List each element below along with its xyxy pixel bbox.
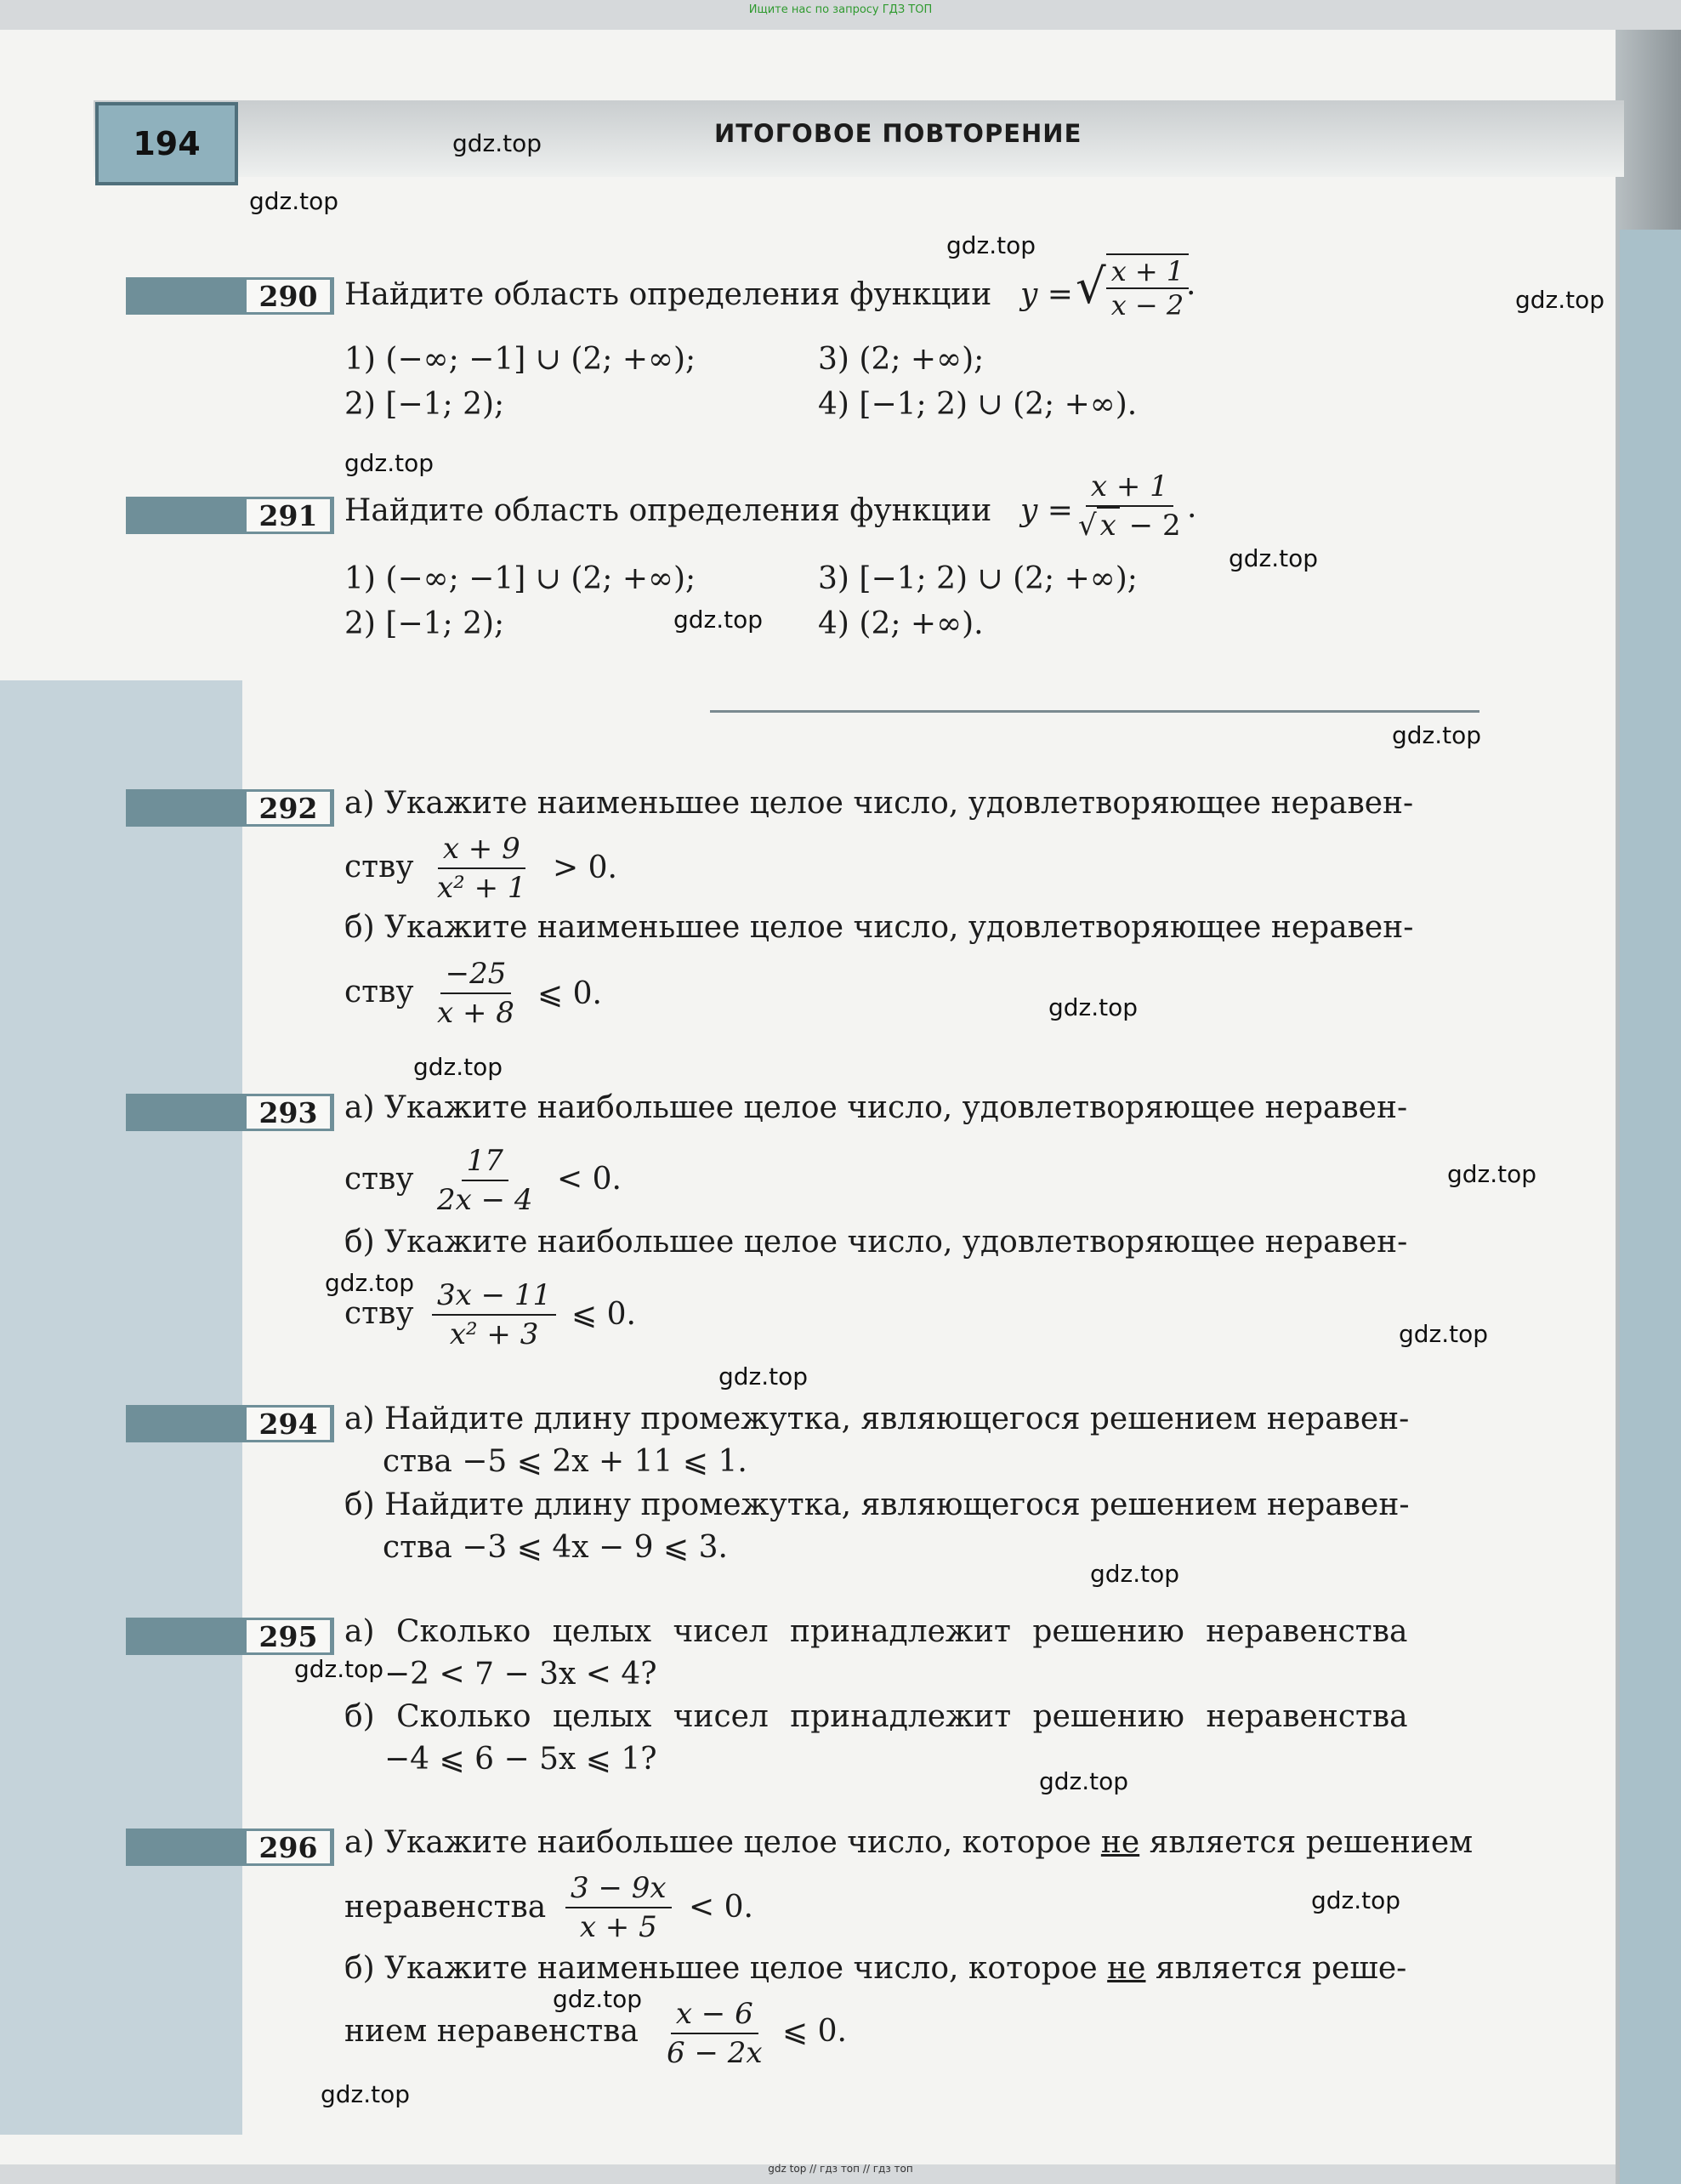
problem-292b-prefix: ству [344,975,414,1010]
bottom-banner: gdz top // гдз топ // гдз топ [768,2163,913,2175]
problem-293a-prefix: ству [344,1162,414,1197]
problem-296b-fraction [662,1997,768,2070]
problem-296a-fraction [565,1871,672,1944]
problem-295a-line: а) Сколько целых чисел принадлежит решению неравенства [344,1614,1408,1649]
watermark: gdz.top [1229,544,1319,572]
problem-296b-prefix: нием неравенства [344,2014,639,2049]
problem-293a-line: а) Укажите наибольшее целое число, удовлетворяющее неравен- [344,1090,1408,1125]
problem-295b-inequality: −4 ⩽ 6 − 5x ⩽ 1? [384,1742,657,1777]
right-margin-band [1620,230,1681,2184]
top-banner: Ищите нас по запросу ГДЗ ТОП [748,3,933,16]
problem-number-293: 293 [244,1094,332,1131]
watermark: gdz.top [553,1985,643,2013]
problem-294b-inequality: ства −3 ⩽ 4x − 9 ⩽ 3. [383,1530,728,1565]
watermark: gdz.top [1392,721,1482,749]
problem-296a-tail: < 0. [689,1890,753,1925]
watermark: gdz.top [344,449,434,477]
problem-number-294: 294 [244,1405,332,1442]
problem-293a-fraction [432,1144,538,1217]
watermark: gdz.top [1447,1160,1537,1188]
watermark: gdz.top [1090,1560,1180,1588]
problem-number-290: 290 [244,277,332,315]
problem-294a-inequality: ства −5 ⩽ 2x + 11 ⩽ 1. [383,1444,747,1479]
problem-290-option: 3) (2; +∞); [818,342,985,377]
problem-293a-num: 17 [462,1144,508,1181]
problem-296a-post: является решением [1139,1825,1474,1860]
problem-296a-num: 3 − 9x [565,1871,672,1908]
problem-291-fraction [1073,469,1186,543]
watermark: gdz.top [1048,993,1139,1021]
problem-296b-pre: б) Укажите наименьшее целое число, которое [344,1951,1108,1986]
problem-296a-den: x + 5 [579,1910,657,1944]
problem-292a-num: x + 9 [438,832,525,869]
problem-291-den-root: x [1097,507,1120,543]
problem-number-295: 295 [244,1618,332,1655]
watermark: gdz.top [249,187,339,215]
problem-296b-tail: ⩽ 0. [782,2014,847,2049]
watermark: gdz.top [673,606,764,634]
problem-292a-tail: > 0. [553,850,617,885]
problem-292b-tail: ⩽ 0. [537,976,602,1011]
problem-290-dot: . [1186,267,1196,302]
problem-291-text: Найдите область определения функции [344,493,992,528]
watermark: gdz.top [1399,1320,1489,1348]
problem-296a-pre: а) Укажите наибольшее целое число, которое [344,1825,1101,1860]
problem-296b-post: является реше- [1145,1951,1407,1986]
problem-290-text: Найдите область определения функции [344,277,992,312]
problem-291-function: y = [1020,493,1073,528]
problem-294a-line: а) Найдите длину промежутка, являющегося решением неравен- [344,1402,1410,1436]
problem-291-option: 2) [−1; 2); [344,606,505,641]
problem-290-function: y = [1020,277,1073,312]
problem-290-num: x + 1 [1106,255,1190,289]
problem-292a-den: x² + 1 [437,871,526,905]
problem-293b-tail: ⩽ 0. [571,1297,636,1332]
problem-296a-line [344,1822,1473,1864]
watermark: gdz.top [321,2080,411,2108]
section-title: ИТОГОВОЕ ПОВТОРЕНИЕ [714,119,1082,148]
problem-295a-inequality: −2 < 7 − 3x < 4? [384,1657,657,1692]
problem-291-option: 1) (−∞; −1] ∪ (2; +∞); [344,561,696,596]
problem-296b-num: x − 6 [671,1997,758,2034]
watermark: gdz.top [718,1362,809,1391]
problem-292a-prefix: ству [344,850,414,884]
problem-290-den: x − 2 [1110,289,1184,321]
watermark: gdz.top [1515,286,1605,314]
problem-291-dot: . [1187,490,1197,525]
problem-295b-line: б) Сколько целых чисел принадлежит решению неравенства [344,1699,1408,1734]
problem-296b-line [344,1948,1406,1990]
section-divider [710,710,1479,713]
problem-296b-underlined: не [1107,1951,1146,1986]
problem-293a-den: 2x − 4 [437,1183,533,1217]
watermark: gdz.top [1311,1886,1401,1914]
problem-292a-line: а) Укажите наименьшее целое число, удовлетворяющее неравен- [344,786,1414,821]
problem-292b-num: −25 [440,957,512,994]
problem-293b-num: 3x − 11 [432,1278,556,1316]
problem-293b-prefix: ству [344,1296,414,1331]
problem-293b-line: б) Укажите наибольшее целое число, удовлетворяющее неравен- [344,1225,1408,1260]
problem-291-den-rest: − 2 [1128,509,1181,543]
problem-290-option: 1) (−∞; −1] ∪ (2; +∞); [344,342,696,377]
problem-290-option: 2) [−1; 2); [344,387,505,422]
problem-293a-tail: < 0. [557,1162,622,1197]
problem-number-291: 291 [244,497,332,534]
problem-293b-den: x² + 3 [449,1317,539,1351]
watermark: gdz.top [325,1269,415,1297]
problem-296a-prefix: неравенства [344,1890,547,1925]
problem-291-option: 4) (2; +∞). [818,606,984,641]
watermark: gdz.top [452,129,542,157]
problem-291-num: x + 1 [1086,469,1173,507]
problem-number-296: 296 [244,1829,332,1866]
page-number: 194 [95,102,238,185]
problem-number-292: 292 [244,789,332,827]
problem-292b-den: x + 8 [437,996,514,1030]
problem-292a-fraction [432,832,531,905]
problem-294b-line: б) Найдите длину промежутка, являющегося решением неравен- [344,1487,1410,1522]
problem-296a-underlined: не [1100,1825,1140,1860]
problem-291-den: √ x − 2 [1078,509,1181,543]
problem-293b-fraction [432,1278,556,1351]
watermark: gdz.top [946,231,1036,259]
problem-291-option: 3) [−1; 2) ∪ (2; +∞); [818,561,1138,596]
watermark: gdz.top [1039,1767,1129,1795]
problem-292b-fraction [432,957,520,1030]
watermark: gdz.top [413,1053,503,1081]
problem-292b-line: б) Укажите наименьшее целое число, удовлетворяющее неравен- [344,910,1414,945]
problem-290-sqrt: √ $\frac{x + 1}{x - 2}$ [1076,253,1189,321]
watermark: gdz.top [294,1655,384,1683]
problem-290-option: 4) [−1; 2) ∪ (2; +∞). [818,387,1138,422]
problem-296b-den: 6 − 2x [667,2036,763,2070]
